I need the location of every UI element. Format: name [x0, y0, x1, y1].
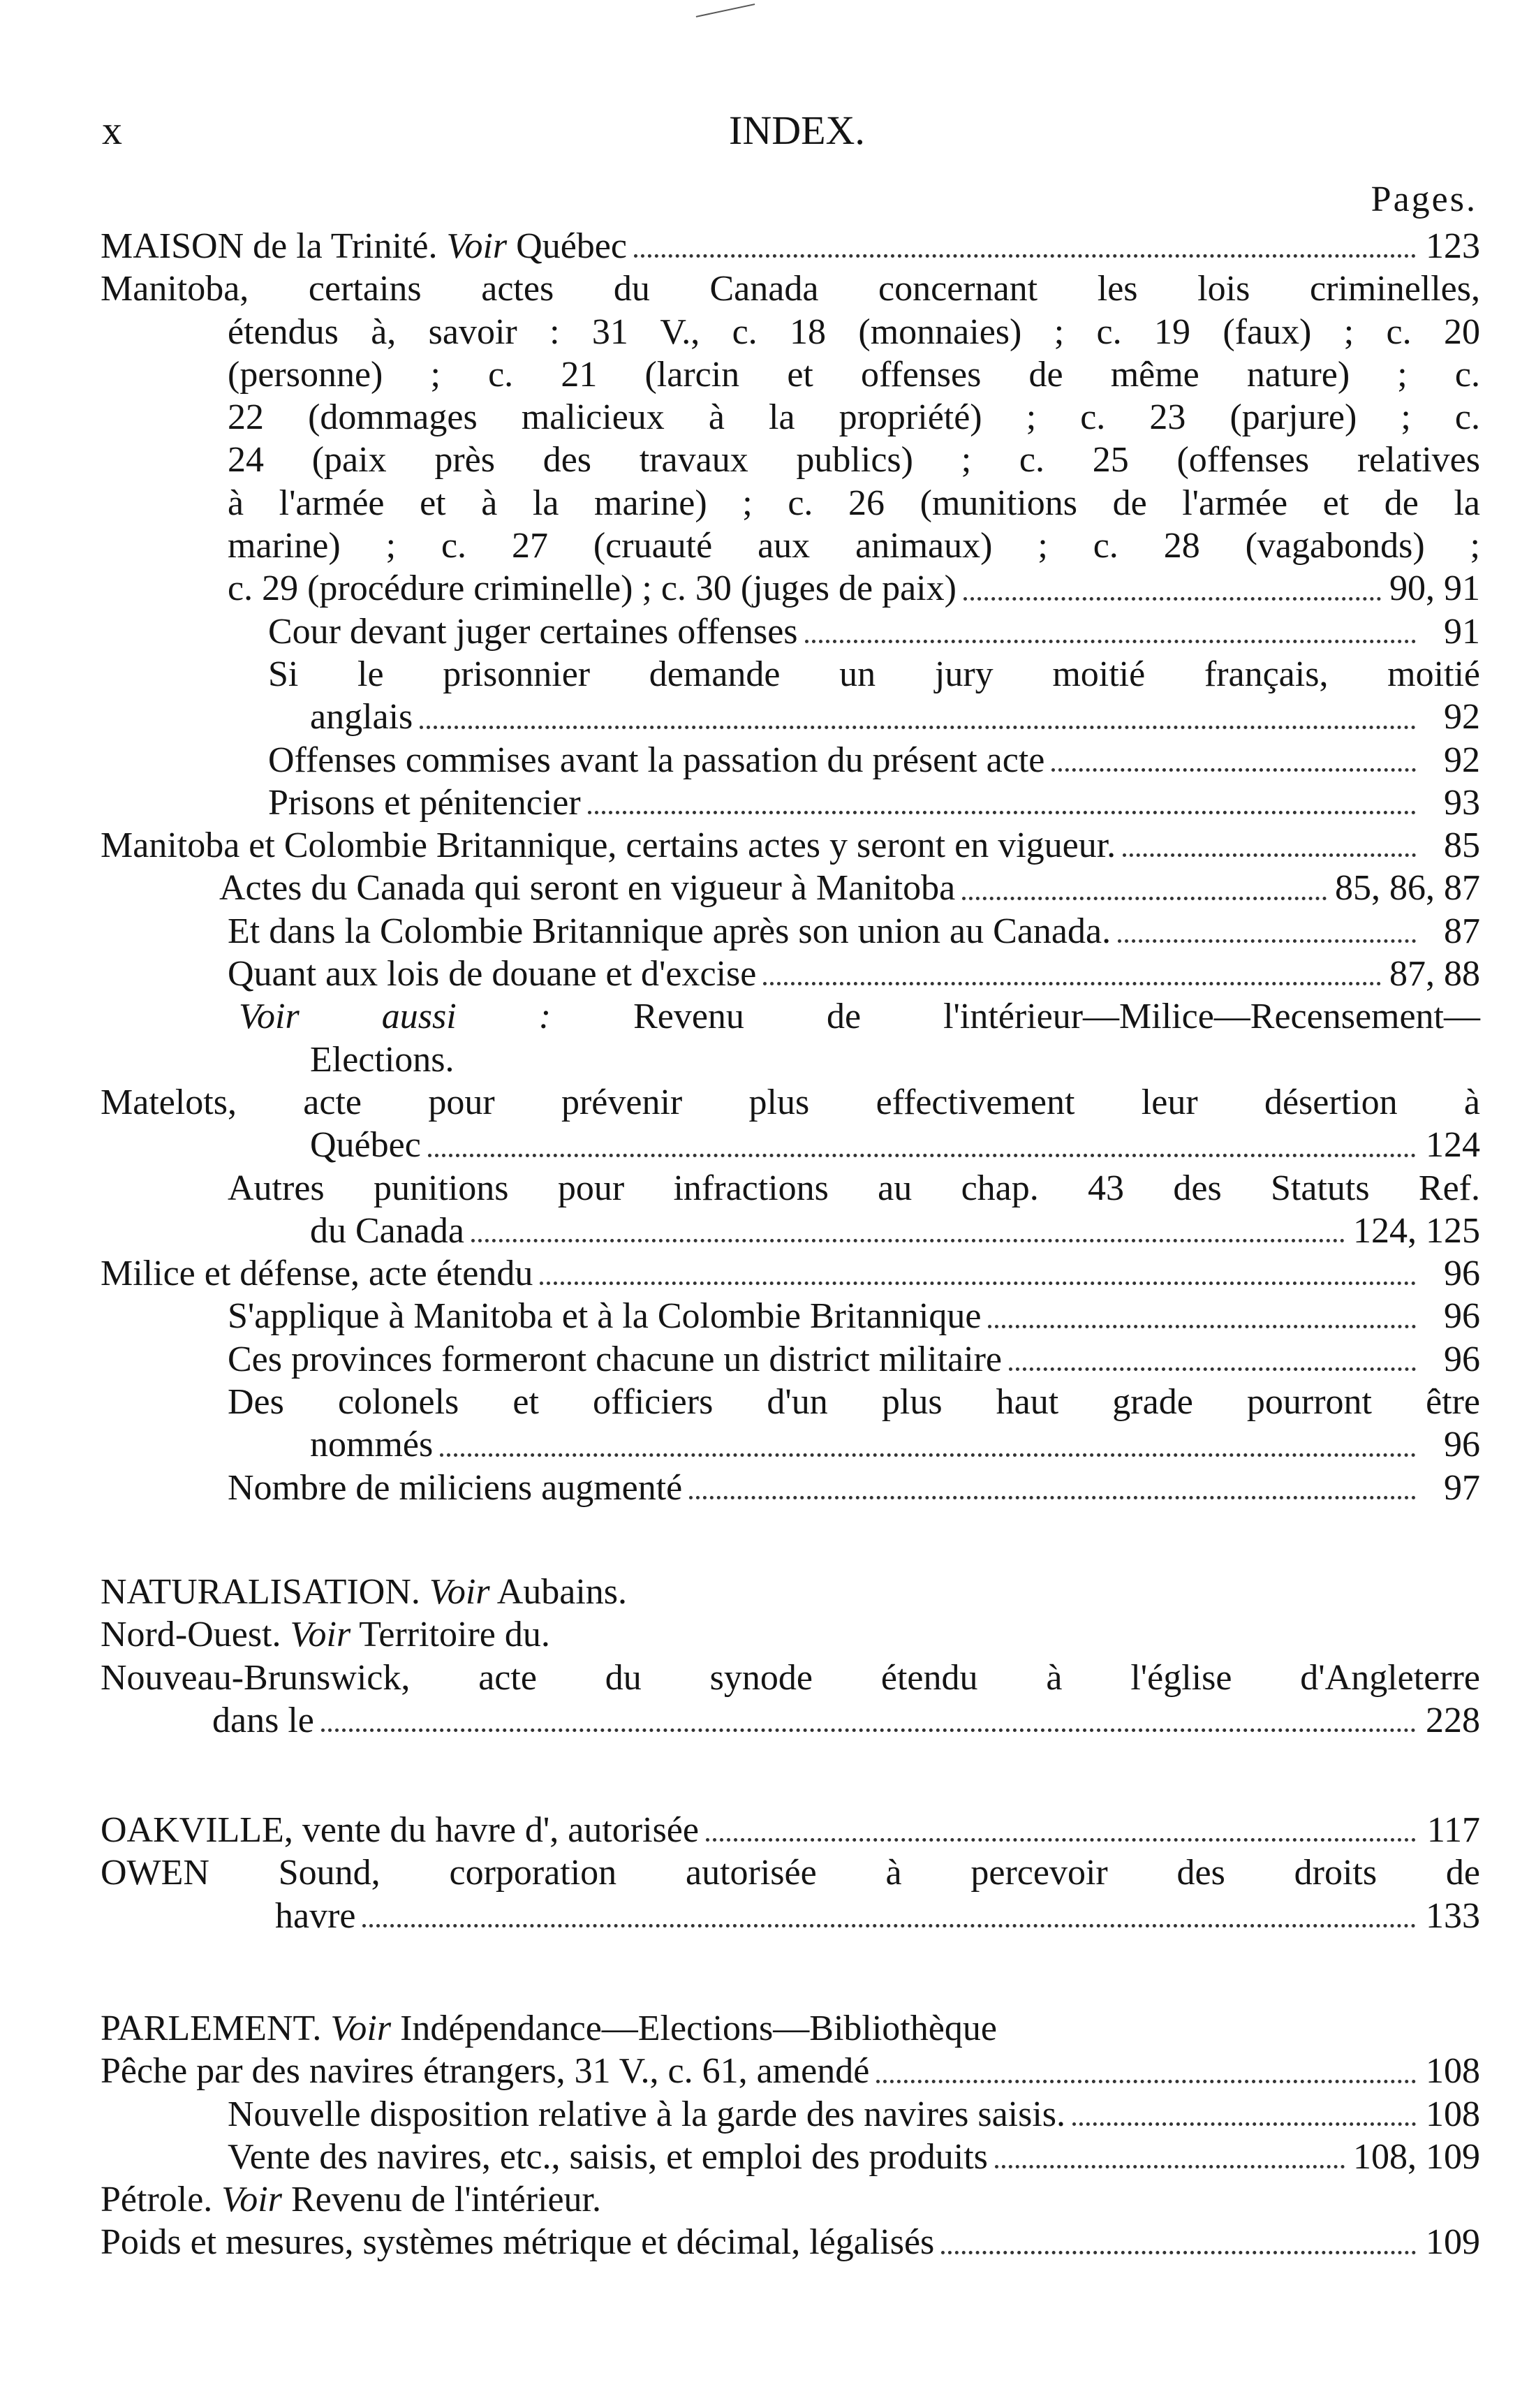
page-number: 91 — [1444, 611, 1480, 652]
index-line — [101, 1210, 1480, 1252]
index-entry-text: NATURALISATION. Voir Aubains. — [101, 1571, 628, 1612]
index-line — [101, 1571, 1480, 1613]
dot-leader — [1072, 2122, 1416, 2126]
dot-leader — [941, 2250, 1416, 2254]
page-number: 96 — [1444, 1339, 1480, 1379]
index-line — [101, 1657, 1480, 1699]
page-number: 92 — [1444, 697, 1480, 737]
dot-leader — [321, 1728, 1416, 1732]
index-entry-text: Si le prisonnier demande un jury moitié français, moitié — [268, 654, 1480, 694]
page-number: 96 — [1444, 1425, 1480, 1465]
stray-mark — [696, 3, 755, 17]
page-number: 108 — [1426, 2051, 1480, 2092]
page-number: 97 — [1444, 1467, 1480, 1508]
index-entry-text: Nouvelle disposition relative à la garde des navires saisis. — [228, 2094, 1066, 2134]
index-entry-text: Quant aux lois de douane et d'excise — [228, 954, 757, 994]
index-line — [101, 953, 1480, 995]
page-number: 85, 86, 87 — [1335, 868, 1480, 909]
index-line — [101, 653, 1480, 696]
index-line — [101, 1613, 1480, 1656]
index-entry-text: Et dans la Colombie Britannique après son union au Canada. — [228, 911, 1112, 951]
pages-column-header: Pages. — [1371, 179, 1477, 219]
index-entry-text: Vente des navires, etc., saisis, et emploi des produits — [228, 2136, 988, 2177]
index-line — [101, 353, 1480, 396]
dot-leader — [420, 725, 1416, 729]
page-number: 85 — [1444, 825, 1480, 866]
index-entry-text: Matelots, acte pour prévenir plus effectivement leur désertion à — [101, 1082, 1480, 1122]
index-entry-text: marine) ; c. 27 (cruauté aux animaux) ; c. 28 (vagabonds) ; — [228, 526, 1480, 566]
dot-leader — [995, 2164, 1345, 2168]
index-line — [101, 2178, 1480, 2221]
page-title: INDEX. — [729, 108, 865, 153]
index-entry-text: OWEN Sound, corporation autorisée à percevoir des droits de — [101, 1853, 1480, 1893]
index-entry-text: étendus à, savoir : 31 V., c. 18 (monnaies) ; c. 19 (faux) ; c. 20 — [228, 311, 1480, 352]
page-number: 123 — [1426, 226, 1480, 266]
page-number: 92 — [1444, 740, 1480, 780]
index-line — [101, 1809, 1480, 1851]
index-entry-text: 22 (dommages malicieux à la propriété) ; c. 23 (parjure) ; c. — [228, 397, 1480, 438]
index-entry-text: Autres punitions pour infractions au chap. 43 des Statuts Ref. — [228, 1168, 1480, 1208]
index-line — [101, 1699, 1480, 1742]
index-entry-text: S'applique à Manitoba et à la Colombie Britannique — [228, 1296, 982, 1337]
dot-leader — [362, 1923, 1416, 1928]
index-entry-text: Milice et défense, acte étendu — [101, 1254, 533, 1294]
index-line — [101, 439, 1480, 481]
index-line — [101, 824, 1480, 867]
index-entry-text: Manitoba, certains actes du Canada concernant les lois criminelles, — [101, 269, 1480, 309]
index-line — [101, 1381, 1480, 1423]
dot-leader — [1009, 1367, 1416, 1371]
index-line — [101, 1124, 1480, 1166]
index-entry-text: du Canada — [310, 1210, 464, 1251]
page-number: 228 — [1426, 1700, 1480, 1740]
index-entry-text: Nombre de miliciens augmenté — [228, 1467, 683, 1508]
page-number: 124 — [1426, 1125, 1480, 1166]
index-entry-text: MAISON de la Trinité. Voir Québec — [101, 226, 627, 266]
index-entry-text: Cour devant juger certaines offenses — [268, 611, 798, 652]
index-line — [101, 781, 1480, 824]
index-line — [101, 910, 1480, 953]
index-line — [101, 867, 1480, 909]
page-number: 93 — [1444, 782, 1480, 823]
index-entry-text: Nord-Ouest. Voir Territoire du. — [101, 1615, 550, 1655]
section-gap — [101, 1937, 1480, 2007]
index-line — [101, 2093, 1480, 2136]
dot-leader — [988, 1324, 1416, 1328]
dot-leader — [540, 1281, 1416, 1285]
index-entry-text: Des colonels et officiers d'un plus haut grade pourront être — [228, 1382, 1480, 1423]
index-line — [101, 739, 1480, 781]
index-line — [101, 2136, 1480, 2178]
index-line — [101, 2050, 1480, 2092]
index-entry-text: PARLEMENT. Voir Indépendance—Elections—Bibliothèque — [101, 2008, 997, 2048]
index-entry-text: Prisons et pénitencier — [268, 782, 581, 823]
dot-leader — [1118, 939, 1416, 943]
index-line — [101, 396, 1480, 439]
index-line — [101, 1295, 1480, 1337]
dot-leader — [1051, 768, 1416, 772]
index-line — [101, 1338, 1480, 1381]
index-line — [101, 311, 1480, 353]
index-entry-text: Offenses commises avant la passation du présent acte — [268, 740, 1045, 780]
page-number: 109 — [1426, 2222, 1480, 2263]
index-line — [101, 610, 1480, 653]
index-entry-text: Poids et mesures, systèmes métrique et décimal, légalisés — [101, 2222, 935, 2263]
index-line — [101, 2221, 1480, 2263]
index-line — [101, 2007, 1480, 2050]
index-entry-text: OAKVILLE, vente du havre d', autorisée — [101, 1810, 699, 1851]
page-number: 90, 91 — [1389, 568, 1480, 609]
dot-leader — [428, 1153, 1416, 1157]
dot-leader — [876, 2079, 1416, 2083]
index-entry-text: anglais — [310, 697, 413, 737]
dot-leader — [634, 254, 1416, 258]
index-line — [101, 1252, 1480, 1295]
index-line — [101, 1467, 1480, 1509]
index-line — [101, 567, 1480, 610]
dot-leader — [689, 1495, 1416, 1499]
index-entry-text: Québec — [310, 1125, 421, 1166]
dot-leader — [962, 896, 1327, 900]
dot-leader — [763, 981, 1381, 985]
index-line — [101, 482, 1480, 524]
index-entry-text: Pétrole. Voir Revenu de l'intérieur. — [101, 2180, 601, 2220]
page-number: 96 — [1444, 1296, 1480, 1337]
index-body — [101, 225, 1480, 2264]
index-entry-text: 24 (paix près des travaux publics) ; c. 25 (offenses relatives — [228, 440, 1480, 480]
index-entry-text: à l'armée et à la marine) ; c. 26 (munitions de l'armée et de la — [228, 483, 1480, 523]
index-line — [101, 1081, 1480, 1124]
page-folio: x — [102, 108, 122, 153]
dot-leader — [706, 1837, 1416, 1842]
index-line — [101, 524, 1480, 567]
section-gap — [101, 1742, 1480, 1809]
dot-leader — [440, 1453, 1416, 1457]
index-line — [101, 225, 1480, 267]
index-line — [101, 267, 1480, 310]
index-entry-text: Actes du Canada qui seront en vigueur à Manitoba — [219, 868, 956, 909]
index-entry-text: c. 29 (procédure criminelle) ; c. 30 (juges de paix) — [228, 568, 957, 609]
index-entry-text: Manitoba et Colombie Britannique, certains actes y seront en vigueur. — [101, 825, 1116, 866]
index-entry-text: dans le — [212, 1700, 314, 1740]
dot-leader — [471, 1238, 1345, 1242]
index-line — [101, 1851, 1480, 1894]
index-entry-text: (personne) ; c. 21 (larcin et offenses de même nature) ; c. — [228, 354, 1480, 395]
index-entry-text: Elections. — [310, 1039, 455, 1080]
index-entry-text: Voir aussi : Revenu de l'intérieur—Milice—Recensement— — [239, 997, 1481, 1037]
page-number: 133 — [1426, 1895, 1480, 1936]
page-number: 96 — [1444, 1254, 1480, 1294]
page-number: 108, 109 — [1353, 2136, 1480, 2177]
index-entry-text: havre — [275, 1895, 356, 1936]
index-line — [101, 1167, 1480, 1210]
dot-leader — [805, 639, 1416, 643]
index-entry-text: Pêche par des navires étrangers, 31 V., c. 61, amendé — [101, 2051, 870, 2092]
dot-leader — [963, 596, 1381, 601]
page-number: 117 — [1426, 1810, 1480, 1851]
index-entry-text: Nouveau-Brunswick, acte du synode étendu à l'église d'Angleterre — [101, 1657, 1480, 1698]
index-entry-text: Ces provinces formeront chacune un district militaire — [228, 1339, 1002, 1379]
dot-leader — [588, 810, 1416, 814]
page-number: 108 — [1426, 2094, 1480, 2134]
index-line — [101, 696, 1480, 738]
index-entry-text: nommés — [310, 1425, 434, 1465]
index-line — [101, 1038, 1480, 1081]
page-number: 124, 125 — [1353, 1210, 1480, 1251]
index-line — [101, 1895, 1480, 1937]
index-line — [101, 1423, 1480, 1466]
page-number: 87 — [1444, 911, 1480, 951]
page-number: 87, 88 — [1389, 954, 1480, 994]
section-gap — [101, 1509, 1480, 1571]
index-line — [101, 995, 1480, 1038]
dot-leader — [1123, 853, 1416, 857]
